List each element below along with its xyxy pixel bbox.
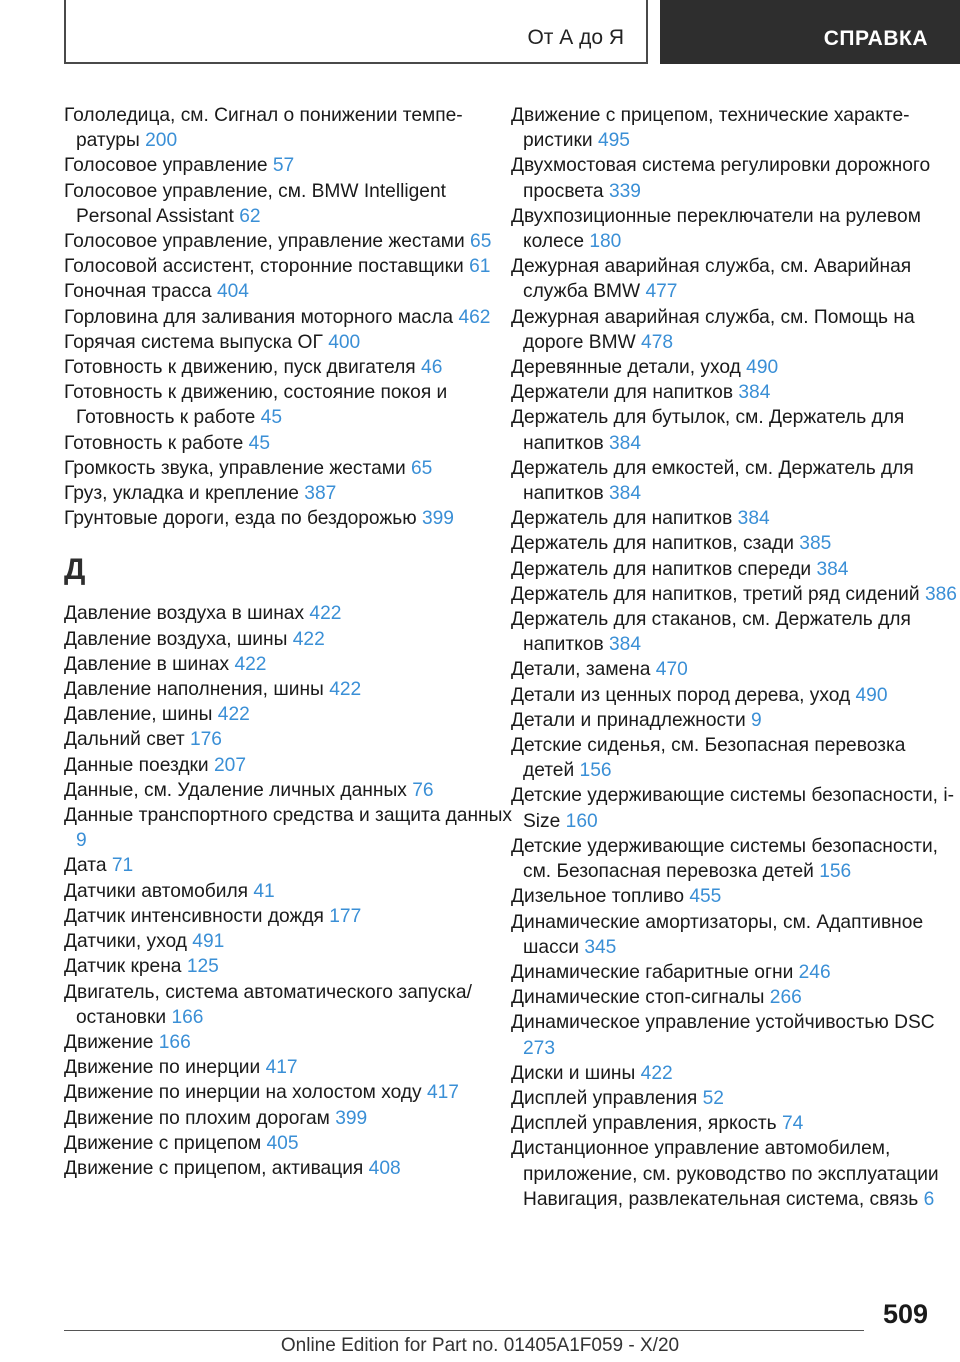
page-reference-link[interactable]: 384 bbox=[738, 382, 771, 404]
index-entry bbox=[511, 733, 960, 783]
index-entry-text: Голосовое управление, см. BMW Intelligent Personal Assistant bbox=[64, 180, 446, 227]
index-entry bbox=[511, 1111, 960, 1136]
index-entry-text: Дистанционное управление автомобилем, приложение, см. руководство по эксплуатации Навигация, развлекательная система, связь bbox=[511, 1138, 939, 1210]
page-reference-link[interactable]: 455 bbox=[689, 886, 722, 908]
index-entry bbox=[511, 1086, 960, 1111]
page-reference-link[interactable]: 417 bbox=[265, 1057, 298, 1079]
index-entry-text: Дежурная аварийная служба, см. Аварийная служба BMW bbox=[511, 256, 912, 303]
index-entry-text: Двухпозиционные переключатели на рулевом колесе bbox=[511, 205, 921, 253]
page-reference-link[interactable]: 65 bbox=[411, 457, 433, 479]
index-entry bbox=[64, 305, 514, 330]
index-entry-text: Датчик крена bbox=[64, 956, 182, 978]
index-column-right bbox=[511, 103, 960, 1212]
page-reference-link[interactable]: 417 bbox=[426, 1082, 459, 1104]
page-reference-link[interactable]: 490 bbox=[855, 684, 888, 706]
index-entry bbox=[511, 683, 960, 708]
index-entry-text: Динамические габаритные огни bbox=[511, 961, 794, 983]
page-reference-link[interactable]: 6 bbox=[923, 1188, 935, 1210]
index-entry-text: Движение с прицепом, активация bbox=[64, 1157, 364, 1179]
index-entry-text: Движение bbox=[64, 1031, 154, 1053]
index-entry-text: Давление воздуха, шины bbox=[64, 628, 288, 650]
index-entry-text: Грунтовые дороги, езда по бездорожью bbox=[64, 508, 417, 530]
page-reference-link[interactable]: 386 bbox=[924, 583, 957, 605]
index-entry bbox=[64, 627, 514, 652]
page-reference-link[interactable]: 166 bbox=[171, 1006, 204, 1028]
index-entry bbox=[511, 456, 960, 506]
index-entry-text: Дисплей управления bbox=[511, 1087, 698, 1109]
chapter-tab[interactable] bbox=[660, 0, 960, 64]
page-reference-link[interactable]: 345 bbox=[584, 936, 617, 958]
page-reference-link[interactable]: 74 bbox=[782, 1113, 804, 1135]
index-entry-text: Давление в шинах bbox=[64, 653, 230, 675]
index-entry-text: Держатель для напитков спереди bbox=[511, 558, 812, 580]
index-entry bbox=[511, 153, 960, 203]
index-entry-text: Диски и шины bbox=[511, 1062, 636, 1084]
index-entry bbox=[511, 1136, 960, 1212]
index-entry-text: Динамическое управление устойчивостью DSC bbox=[511, 1012, 935, 1034]
edition-footer: Online Edition for Part no. 01405A1F059 - X/20 bbox=[280, 1335, 680, 1356]
page-reference-link[interactable]: 462 bbox=[458, 306, 491, 328]
index-entry bbox=[511, 355, 960, 380]
page-reference-link[interactable]: 9 bbox=[76, 830, 87, 852]
page-reference-link[interactable]: 384 bbox=[737, 508, 770, 530]
index-entry bbox=[511, 103, 960, 153]
index-entry-text: Детские сиденья, см. Безопасная перевозка детей bbox=[511, 735, 906, 782]
index-entry bbox=[64, 652, 514, 677]
page-reference-link[interactable]: 422 bbox=[234, 653, 267, 675]
index-entry-text: Давление, шины bbox=[64, 704, 213, 726]
page-reference-link[interactable]: 176 bbox=[189, 729, 222, 751]
index-entry-text: Данные транспортного средства и защита данных bbox=[64, 805, 513, 827]
page-reference-link[interactable]: 266 bbox=[769, 987, 802, 1009]
index-entry-text: Голосовое управление, управление жестами bbox=[64, 231, 465, 253]
index-entry-text: Готовность к работе bbox=[64, 432, 244, 454]
index-entry bbox=[64, 355, 514, 380]
page-reference-link[interactable]: 422 bbox=[309, 603, 342, 625]
index-entry bbox=[511, 405, 960, 455]
index-entry-text: Движение с прицепом bbox=[64, 1132, 262, 1154]
index-entry-text: Датчики, уход bbox=[64, 931, 187, 953]
page-reference-link[interactable]: 470 bbox=[655, 659, 688, 681]
index-entry-text: Датчик интенсивности дождя bbox=[64, 905, 324, 927]
index-entry-text: Динамические стоп-сигналы bbox=[511, 987, 765, 1009]
index-entry bbox=[511, 305, 960, 355]
index-entry bbox=[64, 929, 514, 954]
index-entry bbox=[64, 1131, 514, 1156]
index-entry bbox=[64, 431, 514, 456]
index-entry bbox=[64, 1080, 514, 1105]
index-entry-text: Данные, см. Удаление личных данных bbox=[64, 779, 407, 801]
index-entry bbox=[511, 506, 960, 531]
page-reference-link[interactable]: 125 bbox=[186, 956, 219, 978]
index-entry-text: Деревянные детали, уход bbox=[511, 357, 741, 379]
index-entry-text: Голосовое управление bbox=[64, 155, 268, 177]
index-entry-text: Дисплей управления, яркость bbox=[511, 1113, 777, 1135]
index-entry bbox=[64, 601, 514, 626]
page-reference-link[interactable]: 400 bbox=[328, 331, 361, 353]
page-reference-link[interactable]: 399 bbox=[335, 1107, 368, 1129]
index-entry bbox=[511, 557, 960, 582]
page-reference-link[interactable]: 478 bbox=[641, 331, 674, 353]
index-entry bbox=[64, 803, 514, 853]
page-reference-link[interactable]: 200 bbox=[145, 130, 178, 152]
index-entry bbox=[64, 153, 514, 178]
page-reference-link[interactable]: 156 bbox=[579, 760, 612, 782]
index-group-d bbox=[64, 601, 514, 1181]
index-entry bbox=[511, 783, 960, 833]
page-reference-link[interactable]: 62 bbox=[239, 205, 261, 227]
page-reference-link[interactable]: 422 bbox=[640, 1062, 673, 1084]
index-entry bbox=[64, 853, 514, 878]
index-group-d-continued bbox=[511, 103, 960, 1212]
index-entry bbox=[64, 380, 514, 430]
page-reference-link[interactable]: 52 bbox=[702, 1087, 724, 1109]
page-reference-link[interactable]: 477 bbox=[645, 281, 678, 303]
page-reference-link[interactable]: 422 bbox=[329, 679, 362, 701]
index-entry bbox=[64, 229, 514, 254]
index-entry bbox=[511, 708, 960, 733]
index-entry bbox=[64, 727, 514, 752]
index-entry bbox=[511, 607, 960, 657]
page-header bbox=[64, 0, 960, 64]
page-reference-link[interactable]: 76 bbox=[412, 779, 434, 801]
index-entry bbox=[64, 279, 514, 304]
page-reference-link[interactable]: 246 bbox=[798, 961, 831, 983]
page-reference-link[interactable]: 387 bbox=[304, 483, 337, 505]
footer-divider bbox=[64, 1330, 864, 1331]
index-entry bbox=[64, 1030, 514, 1055]
index-entry-text: Гололедица, см. Сигнал о понижении температуры bbox=[64, 105, 463, 152]
index-column-left bbox=[64, 103, 514, 1181]
index-entry bbox=[511, 531, 960, 556]
page-reference-link[interactable]: 45 bbox=[248, 432, 271, 454]
index-entry-text: Давление наполнения, шины bbox=[64, 679, 324, 701]
index-entry-text: Горячая система выпуска ОГ bbox=[64, 331, 323, 353]
index-entry bbox=[511, 1010, 960, 1060]
page-reference-link[interactable]: 491 bbox=[192, 931, 225, 953]
index-entry bbox=[64, 1055, 514, 1080]
page-reference-link[interactable]: 71 bbox=[111, 855, 134, 877]
page-reference-link[interactable]: 45 bbox=[260, 407, 283, 429]
index-entry-text: Готовность к движению, состояние покоя и Готовность к работе bbox=[64, 382, 448, 429]
index-entry bbox=[511, 204, 960, 254]
page-reference-link[interactable]: 399 bbox=[421, 508, 454, 530]
section-tab-label: От А до Я bbox=[527, 26, 624, 49]
index-entry-text: Дальний свет bbox=[64, 729, 185, 751]
index-entry-text: Динамические амортизаторы, см. Адаптивное шасси bbox=[511, 911, 924, 958]
page-reference-link[interactable]: 180 bbox=[589, 231, 622, 253]
index-entry-text: Двухмостовая система регулировки дорожного просвета bbox=[511, 155, 931, 202]
page-number: 509 bbox=[882, 1299, 928, 1329]
page-reference-link[interactable]: 408 bbox=[368, 1157, 401, 1179]
index-entry bbox=[511, 884, 960, 909]
index-entry-text: Детали и принадлежности bbox=[511, 709, 746, 731]
index-entry-text: Громкость звука, управление жестами bbox=[64, 457, 406, 479]
index-entry-text: Держатель для стаканов, см. Держатель для напитков bbox=[511, 609, 911, 656]
index-entry bbox=[64, 179, 514, 229]
index-entry bbox=[64, 778, 514, 803]
index-entry-text: Движение по инерции bbox=[64, 1057, 261, 1079]
page-reference-link[interactable]: 46 bbox=[421, 357, 443, 379]
index-entry bbox=[64, 330, 514, 355]
index-entry-text: Держатель для напитков, сзади bbox=[511, 533, 794, 555]
index-entry-text: Дежурная аварийная служба, см. Помощь на дороге BMW bbox=[511, 306, 915, 353]
index-entry bbox=[64, 506, 514, 531]
index-entry-text: Гоночная трасса bbox=[64, 281, 212, 303]
index-entry bbox=[511, 834, 960, 884]
index-entry bbox=[511, 657, 960, 682]
index-entry-text: Детские удерживающие системы безопасности, i-Size bbox=[511, 785, 954, 832]
index-entry bbox=[64, 103, 514, 153]
index-entry bbox=[64, 1106, 514, 1131]
index-entry-text: Держатели для напитков bbox=[511, 382, 734, 404]
index-entry-text: Дата bbox=[64, 855, 107, 877]
index-entry bbox=[64, 702, 514, 727]
page-reference-link[interactable]: 9 bbox=[751, 709, 762, 731]
page-reference-link[interactable]: 384 bbox=[608, 432, 641, 454]
index-entry bbox=[511, 380, 960, 405]
index-entry-text: Держатель для напитков, третий ряд сидений bbox=[511, 583, 920, 605]
index-entry-text: Детали, замена bbox=[511, 659, 651, 681]
index-entry bbox=[511, 960, 960, 985]
page-reference-link[interactable]: 490 bbox=[746, 357, 779, 379]
page-reference-link[interactable]: 207 bbox=[214, 754, 247, 776]
chapter-tab-label: СПРАВКА bbox=[823, 27, 928, 50]
index-entry-text: Движение по плохим дорогам bbox=[64, 1107, 330, 1129]
index-entry bbox=[64, 753, 514, 778]
index-entry-text: Готовность к движению, пуск двигателя bbox=[64, 357, 416, 379]
index-entry bbox=[64, 954, 514, 979]
page-reference-link[interactable]: 384 bbox=[816, 558, 849, 580]
page-reference-link[interactable]: 422 bbox=[292, 628, 325, 650]
page-reference-link[interactable]: 404 bbox=[216, 281, 249, 303]
page-reference-link[interactable]: 57 bbox=[272, 155, 295, 177]
index-entry bbox=[64, 879, 514, 904]
index-entry-text: Горловина для заливания моторного масла bbox=[64, 306, 454, 328]
page-reference-link[interactable]: 65 bbox=[470, 231, 492, 253]
index-entry-text: Дизельное топливо bbox=[511, 886, 684, 908]
page-reference-link[interactable]: 339 bbox=[608, 180, 641, 202]
index-entry-text: Держатель для напитков bbox=[511, 508, 733, 530]
page-reference-link[interactable]: 273 bbox=[523, 1037, 556, 1059]
page-reference-link[interactable]: 405 bbox=[266, 1132, 299, 1154]
index-entry-text: Давление воздуха в шинах bbox=[64, 603, 305, 625]
index-entry-text: Двигатель, система автоматического запуска/остановки bbox=[64, 981, 472, 1028]
index-entry bbox=[64, 456, 514, 481]
page-reference-link[interactable]: 156 bbox=[819, 861, 852, 883]
page-reference-link[interactable]: 385 bbox=[799, 533, 832, 555]
index-entry bbox=[511, 985, 960, 1010]
index-letter-heading: Д bbox=[64, 553, 86, 587]
index-entry-text: Держатель для бутылок, см. Держатель для напитков bbox=[511, 407, 905, 454]
page-reference-link[interactable]: 384 bbox=[608, 634, 641, 656]
index-entry bbox=[64, 481, 514, 506]
page-reference-link[interactable]: 384 bbox=[608, 483, 641, 505]
index-entry-text: Голосовой ассистент, сторонние поставщики bbox=[64, 256, 464, 278]
page-reference-link[interactable]: 177 bbox=[329, 905, 362, 927]
index-entry-text: Движение с прицепом, технические характеристики bbox=[511, 105, 910, 152]
page-reference-link[interactable]: 61 bbox=[469, 256, 491, 278]
page-reference-link[interactable]: 422 bbox=[217, 704, 250, 726]
page-reference-link[interactable]: 166 bbox=[158, 1031, 191, 1053]
index-entry-text: Держатель для емкостей, см. Держатель для напитков bbox=[511, 457, 914, 505]
page-reference-link[interactable]: 41 bbox=[253, 880, 275, 902]
page-reference-link[interactable]: 160 bbox=[565, 810, 598, 832]
index-entry bbox=[64, 1156, 514, 1181]
index-entry bbox=[511, 910, 960, 960]
index-entry-text: Детские удерживающие системы безопасности, см. Безопасная перевозка детей bbox=[511, 835, 938, 883]
index-entry-text: Данные поездки bbox=[64, 754, 209, 776]
index-entry-text: Детали из ценных пород дерева, уход bbox=[511, 684, 851, 706]
index-group-g bbox=[64, 103, 514, 531]
section-tab[interactable] bbox=[64, 0, 648, 64]
index-entry-text: Датчики автомобиля bbox=[64, 880, 249, 902]
index-entry bbox=[511, 254, 960, 304]
index-entry bbox=[64, 904, 514, 929]
page-reference-link[interactable]: 495 bbox=[597, 130, 630, 152]
index-entry bbox=[64, 980, 514, 1030]
index-entry bbox=[511, 1061, 960, 1086]
index-entry bbox=[64, 254, 514, 279]
index-entry-text: Движение по инерции на холостом ходу bbox=[64, 1082, 422, 1104]
index-entry-text: Груз, укладка и крепление bbox=[64, 483, 299, 505]
index-entry bbox=[64, 677, 514, 702]
index-entry bbox=[511, 582, 960, 607]
